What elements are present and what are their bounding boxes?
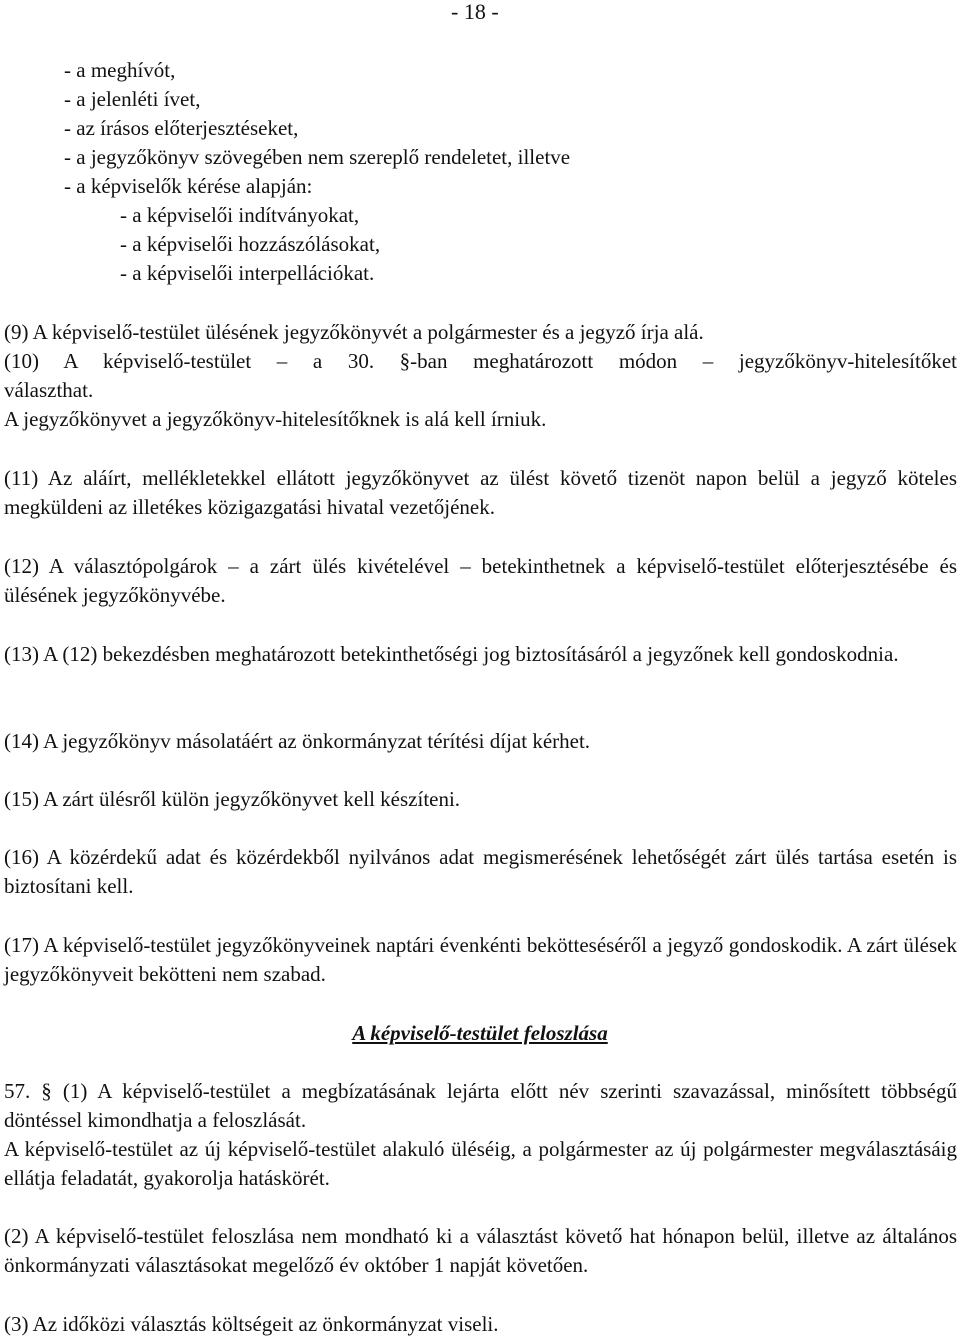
list-item: - az írásos előterjesztéseket,: [64, 116, 299, 140]
attachment-list: [64, 56, 570, 288]
paragraph-17: (17) A képviselő-testület jegyzőkönyveinek naptári évenkénti bekötteséséről a jegyző gondoskodik. A zárt ülések jegyzőkönyveit bekötteni nem szabad.: [4, 933, 957, 986]
paragraph-16: (16) A közérdekű adat és közérdekből nyilvános adat megismerésének lehetőségét zárt ülés tartása esetén is biztosítani kell.: [4, 845, 957, 898]
paragraph-10-line: A jegyzőkönyvet a jegyzőkönyv-hitelesítőknek is alá kell írniuk.: [4, 407, 547, 431]
sub-list-item: - a képviselői interpellációkat.: [120, 261, 375, 285]
list-item: - a jelenléti ívet,: [64, 87, 201, 111]
paragraph-13: (13) A (12) bekezdésben meghatározott betekinthetőségi jog biztosításáról a jegyzőnek kell gondoskodnia.: [4, 642, 899, 666]
section-57-paragraph-3: (3) Az időközi választás költségeit az önkormányzat viseli.: [4, 1312, 499, 1336]
sub-list-item: - a képviselői hozzászólásokat,: [120, 232, 381, 256]
paragraph-14: (14) A jegyzőkönyv másolatáért az önkormányzat térítési díjat kérhet.: [4, 729, 591, 753]
section-57-paragraph-1b: A képviselő-testület az új képviselő-testület alakuló üléséig, a polgármester az új polgármester megválasztásáig ellátja feladatát, gyakorolja hatáskörét.: [4, 1137, 957, 1190]
list-item: - a jegyzőkönyv szövegében nem szereplő rendeletet, illetve: [64, 145, 571, 169]
paragraph-9: (9) A képviselő-testület ülésének jegyzőkönyvét a polgármester és a jegyző írja alá.: [4, 320, 704, 344]
paragraph-10-line: (10) A képviselő-testület – a 30. §-ban meghatározott módon – jegyzőkönyv-hitelesítőket: [4, 349, 957, 373]
page-number: - 18 -: [451, 0, 499, 24]
list-item: - a meghívót,: [64, 58, 176, 82]
paragraph-10: [4, 347, 957, 434]
sub-list-item: - a képviselői indítványokat,: [120, 203, 360, 227]
list-item: - a képviselők kérése alapján:: [64, 174, 313, 198]
paragraph-11: (11) Az aláírt, mellékletekkel ellátott jegyzőkönyvet az ülést követő tizenöt napon belül a jegyző köteles megküldeni az illetékes közigazgatási hivatal vezetőjének.: [4, 466, 957, 519]
section-heading: A képviselő-testület feloszlása: [352, 1021, 608, 1045]
section-57-paragraph-1: 57. § (1) A képviselő-testület a megbízatásának lejárta előtt név szerinti szavazással, minősített többségű döntéssel kimondhatja a feloszlását. A képviselő-testület az új képviselő-testület alakuló üléséig, a polgármester az új polgármester megválasztásáig ellátja feladatát, gyakorolja hatáskörét.: [4, 1077, 957, 1193]
section-57-paragraph-2: (2) A képviselő-testület feloszlása nem mondható ki a választást követő hat hónapon belül, illetve az általános önkormányzati választásokat megelőző év október 1 napját követően.: [4, 1224, 957, 1277]
paragraph-12: (12) A választópolgárok – a zárt ülés kivételével – betekinthetnek a képviselő-testület előterjesztésébe és ülésének jegyzőkönyvébe.: [4, 554, 957, 607]
paragraph-10-line: választhat.: [4, 378, 94, 402]
paragraph-15: (15) A zárt ülésről külön jegyzőkönyvet kell készíteni.: [4, 787, 461, 811]
